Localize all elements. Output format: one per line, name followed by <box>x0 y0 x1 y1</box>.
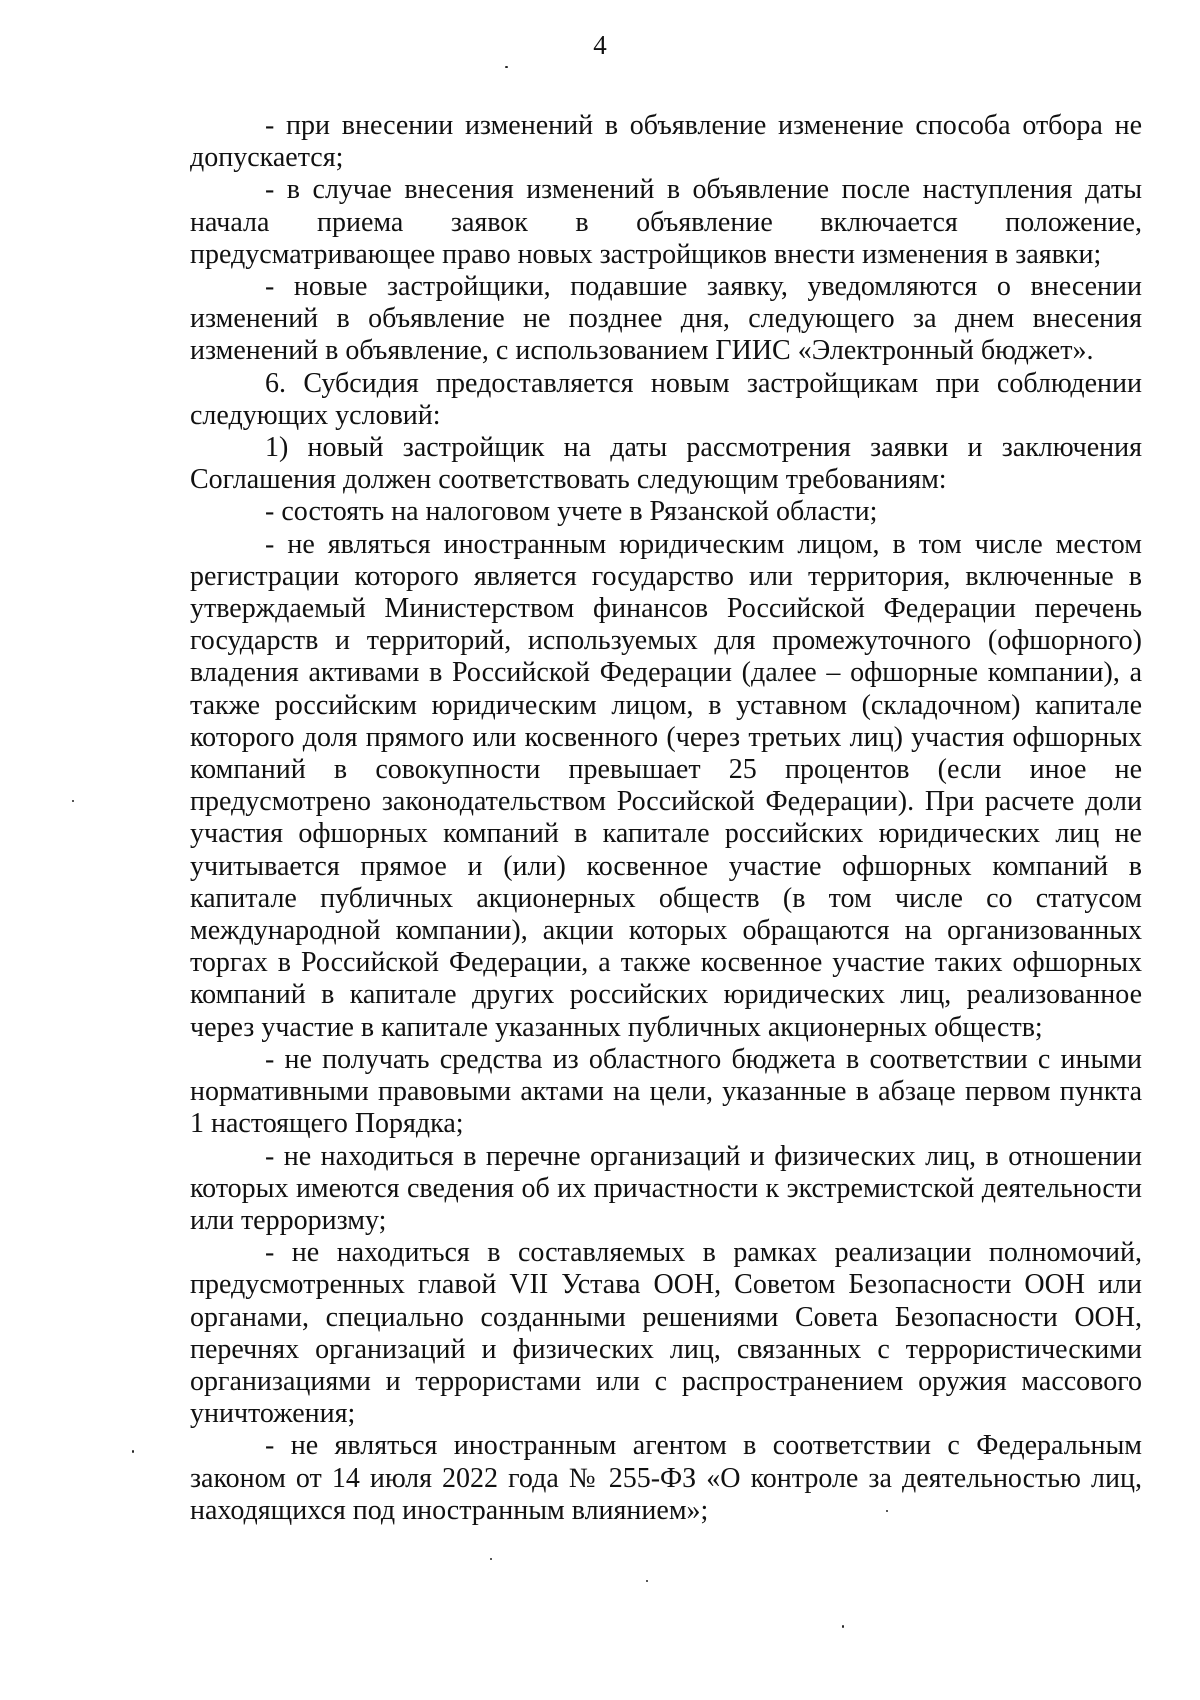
scan-speck <box>490 1558 492 1560</box>
scan-speck <box>886 1510 888 1512</box>
scan-speck <box>842 1625 844 1628</box>
document-body <box>190 110 1142 1527</box>
paragraph-selection-method: - при внесении изменений в объявление изменение способа отбора не допускается; <box>190 110 1142 174</box>
paragraph-un-terrorism-list: - не находиться в составляемых в рамках реализации полномочий, предусмотренных главой VII Устава ООН, Советом Безопасности ООН или органами, специально созданными решениями Совета Безопасности ООН, перечнях организаций и физических лиц, связанных с террористическими организациями и террористами или с распространением оружия массового уничтожения; <box>190 1237 1142 1430</box>
page-number: 4 <box>593 30 607 60</box>
paragraph-foreign-agent: - не являться иностранным агентом в соответствии с Федеральным законом от 14 июля 2022 года № 255-ФЗ «О контроле за деятельностью лиц, находящихся под иностранным влиянием»; <box>190 1430 1142 1526</box>
paragraph-amendment-provision: - в случае внесения изменений в объявление после наступления даты начала приема заявок в объявление включается положение, предусматривающее право новых застройщиков внести изменения в заявки; <box>190 174 1142 270</box>
paragraph-extremism-list: - не находиться в перечне организаций и физических лиц, в отношении которых имеются сведения об их причастности к экстремистской деятельности или терроризму; <box>190 1140 1142 1236</box>
paragraph-tax-registration: - состоять на налоговом учете в Рязанской области; <box>265 496 878 528</box>
paragraph-subsidy-conditions: 6. Субсидия предоставляется новым застройщикам при соблюдении следующих условий: <box>190 367 1142 431</box>
paragraph-developer-requirements: 1) новый застройщик на даты рассмотрения заявки и заключения Соглашения должен соответствовать следующим требованиям: <box>190 432 1142 496</box>
paragraph-developer-notification: - новые застройщики, подавшие заявку, уведомляются о внесении изменений в объявление не позднее дня, следующего за днем внесения изменений в объявление, с использованием ГИИС «Электронный бюджет». <box>190 271 1142 367</box>
paragraph-regional-budget: - не получать средства из областного бюджета в соответствии с иными нормативными правовыми актами на цели, указанные в абзаце первом пункта 1 настоящего Порядка; <box>190 1043 1142 1140</box>
scan-speck <box>505 66 508 68</box>
scan-speck <box>72 800 74 802</box>
scan-speck <box>646 1580 648 1582</box>
scan-speck <box>132 1450 134 1453</box>
paragraph-offshore-companies: - не являться иностранным юридическим лицом, в том числе местом регистрации которого является государство или территория, включенные в утверждаемый Министерством финансов Российской Федерации перечень государств и территорий, используемых для промежуточного (офшорного) владения активами в Российской Федерации (далее – офшорные компании), а также российским юридическим лицом, в уставном (складочном) капитале которого доля прямого или косвенного (через третьих лиц) участия офшорных компаний в совокупности превышает 25 процентов (если иное не предусмотрено законодательством Российской Федерации). При расчете доли участия офшорных компаний в капитале российских юридических лиц не учитывается прямое и (или) косвенное участие офшорных компаний в капитале публичных акционерных обществ (в том числе со статусом международной компании), акции которых обращаются на организованных торгах в Российской Федерации, а также косвенное участие таких офшорных компаний в капитале других российских юридических лиц, реализованное через участие в капитале указанных публичных акционерных обществ; <box>190 528 1142 1043</box>
